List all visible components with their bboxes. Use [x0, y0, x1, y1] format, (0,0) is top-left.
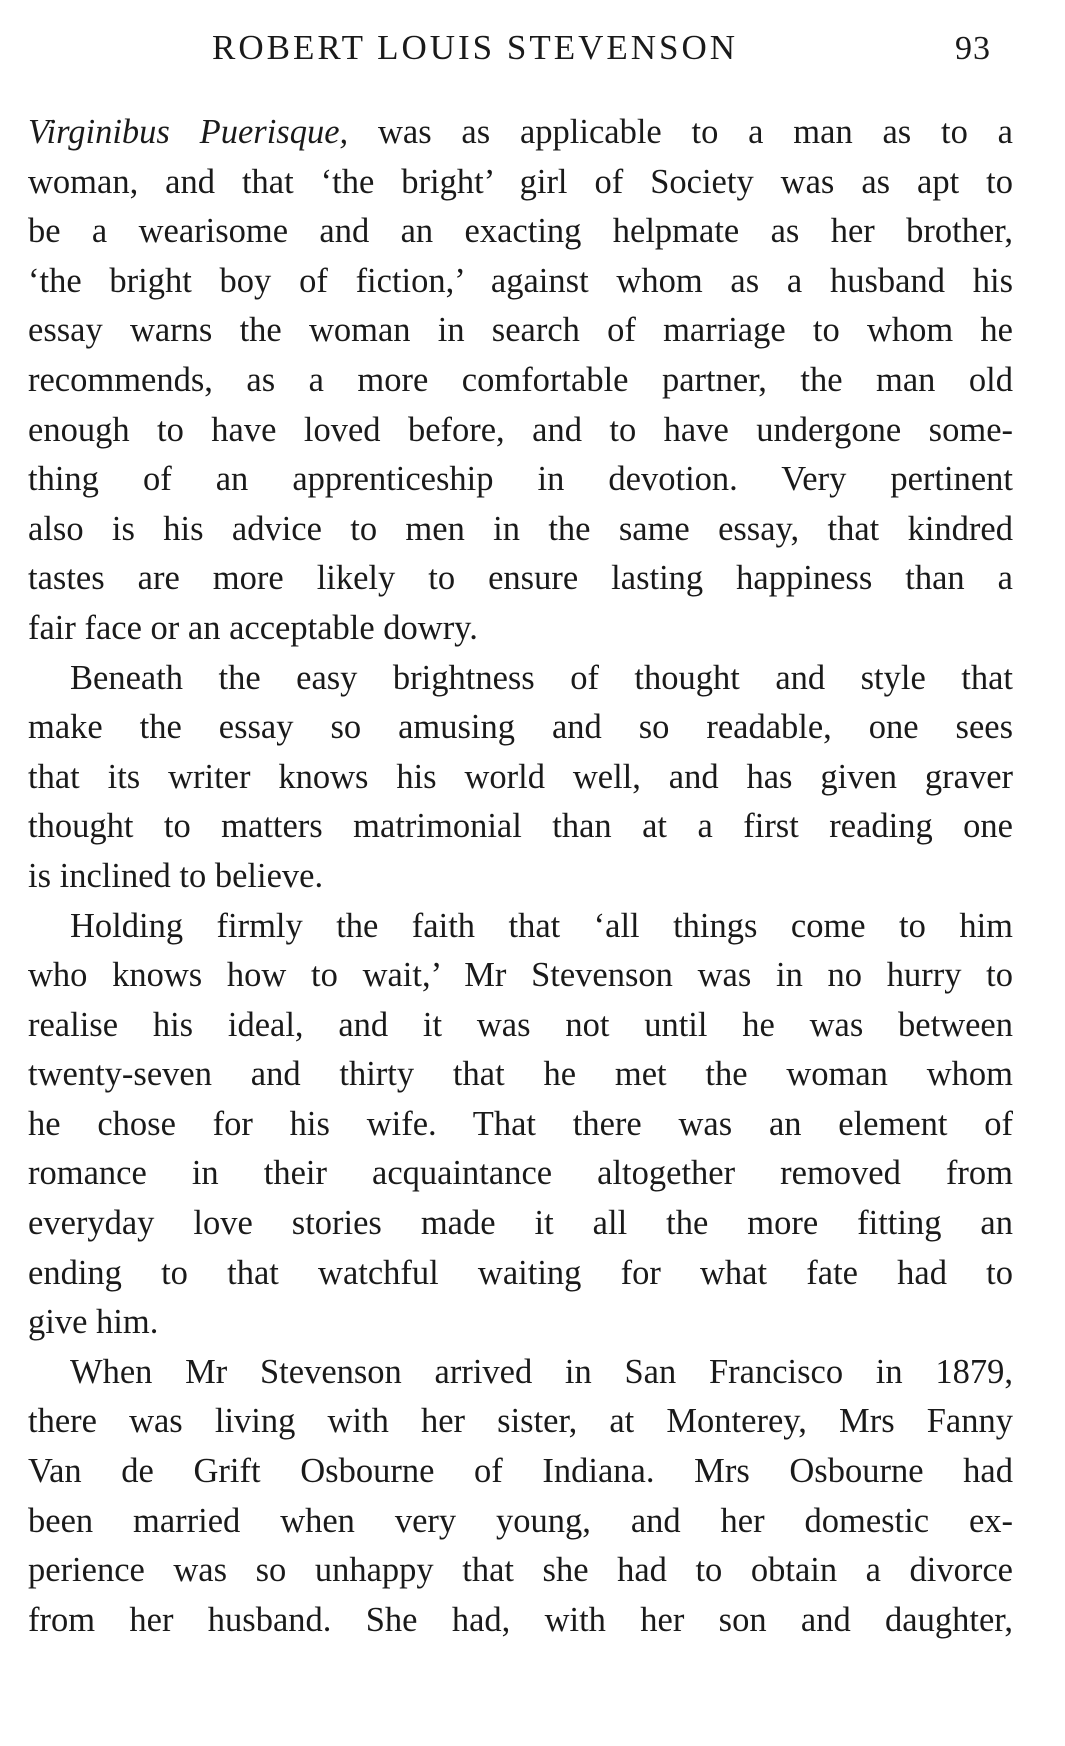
- running-head: [0, 22, 1065, 82]
- text-line: realise his ideal, and it was not until he was between: [28, 1005, 1013, 1044]
- text-line: everyday love stories made it all the more fitting an: [28, 1204, 1013, 1243]
- text-line: Van de Grift Osbourne of Indiana. Mrs Osbourne had: [28, 1452, 1013, 1491]
- text-line: that its writer knows his world well, and has given graver: [28, 757, 1013, 796]
- text-line: recommends, as a more comfortable partner, the man old: [28, 360, 1013, 399]
- text-line: who knows how to wait,’ Mr Stevenson was in no hurry to: [28, 956, 1013, 995]
- text-line-content: was as applicable to a man as to a: [348, 113, 1013, 151]
- text-line: enough to have loved before, and to have undergone some-: [28, 410, 1013, 449]
- paragraph-start-line: Beneath the easy brightness of thought and style that: [70, 658, 1013, 697]
- text-line: [28, 108, 1013, 158]
- text-line: make the essay so amusing and so readable, one sees: [28, 708, 1013, 747]
- paragraph-start-line: Holding firmly the faith that ‘all things come to him: [70, 906, 1013, 945]
- text-line: romance in their acquaintance altogether removed from: [28, 1154, 1013, 1193]
- text-line: is inclined to believe.: [28, 856, 324, 895]
- text-line: woman, and that ‘the bright’ girl of Society was as apt to: [28, 162, 1013, 201]
- text-line: been married when very young, and her domestic ex-: [28, 1501, 1013, 1540]
- text-line: give him.: [28, 1303, 159, 1342]
- text-line: also is his advice to men in the same essay, that kindred: [28, 509, 1013, 548]
- text-line: from her husband. She had, with her son and daughter,: [28, 1600, 1013, 1639]
- text-line: be a wearisome and an exacting helpmate as her brother,: [28, 212, 1013, 251]
- text-line: thing of an apprenticeship in devotion. Very pertinent: [28, 460, 1013, 499]
- text-line: twenty-seven and thirty that he met the woman whom: [28, 1055, 1013, 1094]
- text-line: he chose for his wife. That there was an element of: [28, 1104, 1013, 1143]
- text-line: essay warns the woman in search of marriage to whom he: [28, 311, 1013, 350]
- body-text: [28, 108, 1013, 1645]
- running-title: ROBERT LOUIS STEVENSON: [212, 28, 739, 67]
- page-number: 93: [955, 30, 991, 67]
- text-line: ending to that watchful waiting for what fate had to: [28, 1253, 1013, 1292]
- text-line: ‘the bright boy of fiction,’ against whom as a husband his: [28, 261, 1013, 300]
- text-line: fair face or an acceptable dowry.: [28, 608, 478, 647]
- paragraph-start-line: When Mr Stevenson arrived in San Francisco in 1879,: [70, 1352, 1013, 1391]
- text-line: there was living with her sister, at Monterey, Mrs Fanny: [28, 1402, 1013, 1441]
- italic-title: Virginibus Puerisque,: [28, 113, 349, 151]
- text-line: tastes are more likely to ensure lasting happiness than a: [28, 559, 1013, 598]
- text-line: perience was so unhappy that she had to obtain a divorce: [28, 1551, 1013, 1590]
- text-line: thought to matters matrimonial than at a first reading one: [28, 807, 1013, 846]
